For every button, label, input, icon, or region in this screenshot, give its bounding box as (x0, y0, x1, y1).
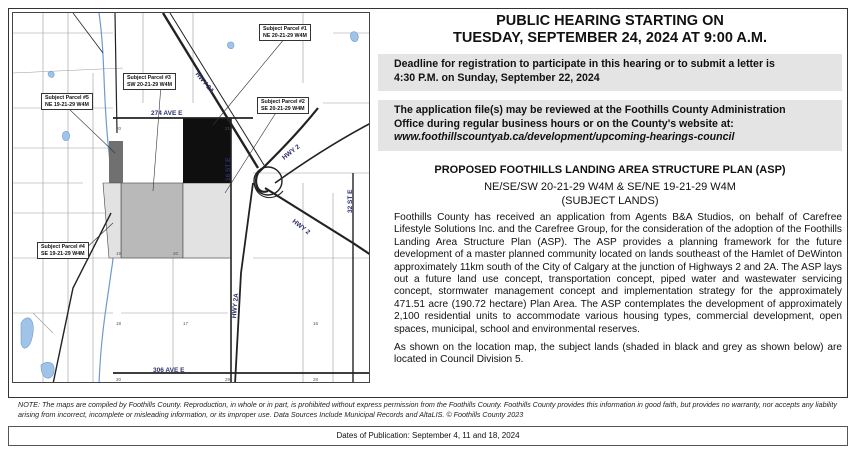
parcel-4-title: Subject Parcel #4 (41, 244, 85, 250)
asp-subtitle (378, 180, 842, 208)
publication-dates: Dates of Publication: September 4, 11 and 18, 2024 (8, 426, 848, 446)
asp-description-para2: As shown on the location map, the subject lands (shaded in black and grey as shown below) are located in Council Division 5. (394, 342, 842, 366)
road-label-hwy2-south: HWY 2 (290, 218, 312, 237)
section-number-9: 29 (225, 377, 231, 382)
road-label-32-st: 32 ST E (347, 189, 354, 213)
parcel-ne19 (109, 141, 123, 183)
parcel-label-1 (259, 24, 311, 41)
parcel-label-2 (257, 97, 309, 114)
parcel-4-legal: SE 19-21-29 W4M (41, 250, 85, 257)
asp-description-para1: Foothills County has received an application from Agents B&A Studios, on behalf of Carefree Lifestyle Solutions Inc. and the Carefree Group, for the consideration of the adoption of the Foothills Landing Area Structure Plan (ASP). The ASP provides a planning framework for the future development of a master planned community located on lands southeast of the Hamlet of DeWinton approximately 11km south of the City of Calgary at the junction of Highways 2 and 2A. The ASP lays out a future land use concept, transportation concept, piped water and wastewater servicing concept, stormwater management concept and implementation strategy for the approximately 471.51 acre (190.72 hectare) Plan Area. The ASP contemplates the development of approximately 2,100 residential units to accommodate various housing types, commercial development, open spaces, municipal, school and environmental reserves. (394, 212, 842, 335)
parcel-2-title: Subject Parcel #2 (261, 99, 305, 105)
parcel-se20 (183, 183, 231, 258)
asp-lands: NE/SE/SW 20-21-29 W4M & SE/NE 19-21-29 W4M (484, 181, 736, 193)
hearing-heading (378, 13, 842, 47)
section-number-8: 30 (116, 377, 122, 382)
parcel-ne20 (183, 118, 231, 183)
parcel-sw20 (121, 183, 183, 258)
review-band (378, 100, 842, 151)
road-label-hwy2a-south: HWY 2A (231, 292, 241, 319)
asp-subject-lands: (SUBJECT LANDS) (561, 195, 659, 207)
section-number-6: 17 (183, 321, 189, 326)
hearing-heading-line1: PUBLIC HEARING STARTING ON (496, 13, 724, 29)
deadline-band (378, 54, 842, 91)
section-number-2: 21 (225, 126, 231, 131)
parcel-1-title: Subject Parcel #1 (263, 26, 307, 32)
section-number-1: 20 (116, 126, 122, 131)
notice-text-column (378, 12, 842, 383)
section-number-7: 16 (313, 321, 319, 326)
deadline-line1: Deadline for registration to participate in this hearing or to submit a letter is (394, 58, 775, 70)
review-line1: The application file(s) may be reviewed at the Foothills County Administration (394, 104, 786, 116)
parcel-label-4 (37, 242, 89, 259)
parcel-5-legal: NE 19-21-29 W4M (45, 101, 89, 108)
map-drawing (13, 13, 370, 383)
section-number-10: 28 (313, 377, 319, 382)
review-url[interactable]: www.foothillscountyab.ca/development/upcoming-hearings-council (394, 131, 735, 143)
road-label-hwy2-north: HWY 2 (281, 143, 302, 162)
road-label-306-ave: 306 AVE E (153, 367, 185, 374)
section-number-4: 20 (173, 251, 179, 256)
parcel-2-legal: SE 20-21-29 W4M (261, 105, 305, 112)
parcel-3-title: Subject Parcel #3 (127, 75, 171, 81)
hearing-heading-line2: TUESDAY, SEPTEMBER 24, 2024 AT 9:00 A.M. (452, 30, 767, 46)
road-label-hwy2a-north: HWY 2A (193, 71, 216, 95)
parcel-label-5 (41, 93, 93, 110)
road-label-274-ave: 274 AVE E (151, 110, 183, 117)
disclaimer-note: NOTE: The maps are compiled by Foothills County. Reproduction, in whole or in part, is prohibited without express permission from the Foothills County. Foothills County provides this information in good faith, but provides no warranty, nor accepts any liability arising from incorrect, incomplete or misleading information, or its improper use. Data Sources Include Municipal Records and AltaLIS. © Foothills County 2023 (18, 400, 837, 419)
location-map (12, 12, 370, 383)
parcel-5-title: Subject Parcel #5 (45, 95, 89, 101)
road-label-16-st: 16 ST E (225, 157, 232, 181)
parcel-label-3 (123, 73, 176, 90)
asp-title: PROPOSED FOOTHILLS LANDING AREA STRUCTURE PLAN (ASP) (434, 164, 786, 176)
deadline-line2: 4:30 P.M. on Sunday, September 22, 2024 (394, 71, 600, 84)
parcel-3-legal: SW 20-21-29 W4M (127, 81, 173, 88)
parcel-se19 (103, 183, 121, 258)
asp-description (394, 212, 842, 373)
section-number-3: 19 (116, 251, 122, 256)
parcel-1-legal: NE 20-21-29 W4M (263, 32, 307, 39)
review-line2: Office during regular business hours or on the County's website at: (394, 117, 734, 130)
section-number-5: 18 (116, 321, 122, 326)
